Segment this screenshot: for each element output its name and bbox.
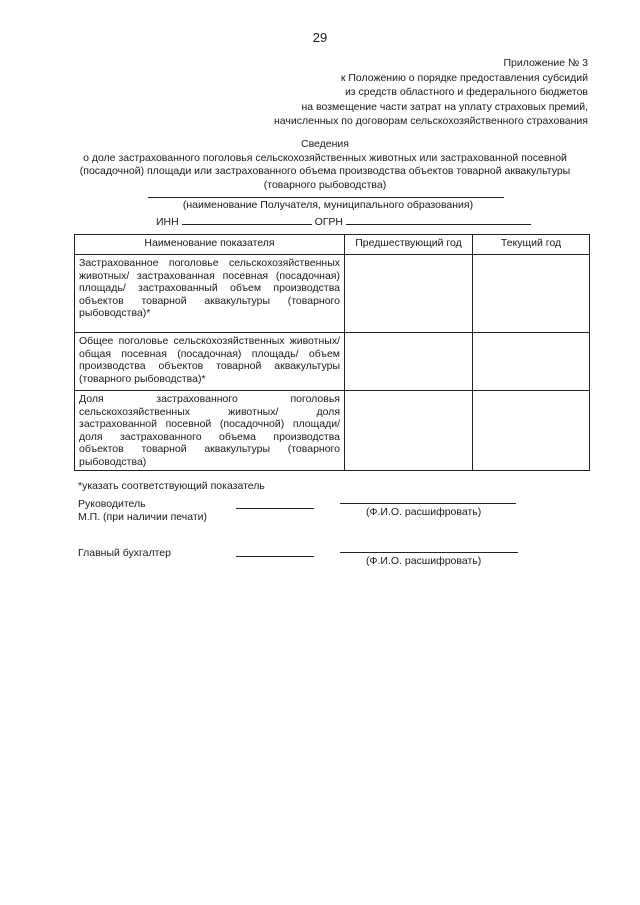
accountant-name-caption: (Ф.И.О. расшифровать) [366,555,482,567]
previous-year-cell[interactable] [345,255,473,333]
document-title [60,138,590,192]
accountant-label: Главный бухгалтер [78,547,171,559]
column-header-indicator: Наименование показателя [75,235,345,255]
appendix-line: Приложение № 3 [503,57,588,69]
appendix-header [274,56,588,129]
recipient-name-field[interactable] [148,197,504,198]
appendix-line: к Положению о порядке предоставления субсидий [340,71,588,84]
footnote: *указать соответствующий показатель [78,480,265,492]
accountant-name-field[interactable] [340,552,518,553]
inn-label: ИНН [156,216,179,228]
indicator-name-cell: Доля застрахованного поголовья сельскохозяйственных животных/ доля застрахованной посевной (посадочной) площади/ доля застрахованного объема производства объектов товарной аквакультуры (товарного рыбоводства) [75,391,345,471]
stamp-label: М.П. (при наличии печати) [78,511,208,523]
head-label: Руководитель [78,498,146,510]
appendix-line: начисленных по договорам сельскохозяйственного страхования [274,115,588,127]
title-line: Сведения [301,138,349,150]
title-line: (товарного рыбоводства) [263,178,387,191]
page-number: 29 [312,30,328,45]
accountant-signature-field[interactable] [236,556,314,557]
table-row [75,255,590,333]
indicator-name-cell: Общее поголовье сельскохозяйственных животных/ общая посевная (посадочная) площадь/ объем производства объектов товарной аквакультуры (товарного рыбоводства)* [75,333,345,391]
head-name-caption: (Ф.И.О. расшифровать) [366,506,482,518]
current-year-cell[interactable] [473,391,590,471]
appendix-line: на возмещение части затрат на уплату страховых премий, [301,100,588,113]
head-signature-field[interactable] [236,508,314,509]
table-row [75,333,590,391]
appendix-line: из средств областного и федерального бюджетов [344,86,588,98]
column-header-previous-year: Предшествующий год [345,235,473,255]
ogrn-field[interactable] [346,214,531,225]
indicator-name-cell: Застрахованное поголовье сельскохозяйственных животных/ застрахованная посевная (посадочная) площадь/ застрахованный объем производства объектов товарной аквакультуры (товарного рыбоводства)* [75,255,345,333]
title-line: (посадочной) площади или застрахованного объема производства объектов товарной аквакультуры [79,165,571,177]
head-name-field[interactable] [340,503,516,504]
title-line: о доле застрахованного поголовья сельскохозяйственных животных или застрахованной посевной [83,151,567,164]
table-header-row [75,235,590,255]
current-year-cell[interactable] [473,255,590,333]
previous-year-cell[interactable] [345,391,473,471]
table-row [75,391,590,471]
ogrn-label: ОГРН [314,216,344,228]
indicators-table [74,234,590,471]
recipient-caption: (наименование Получателя, муниципального образования) [182,199,474,211]
inn-ogrn-row [156,214,531,228]
current-year-cell[interactable] [473,333,590,391]
previous-year-cell[interactable] [345,333,473,391]
inn-field[interactable] [182,214,312,225]
column-header-current-year: Текущий год [473,235,590,255]
